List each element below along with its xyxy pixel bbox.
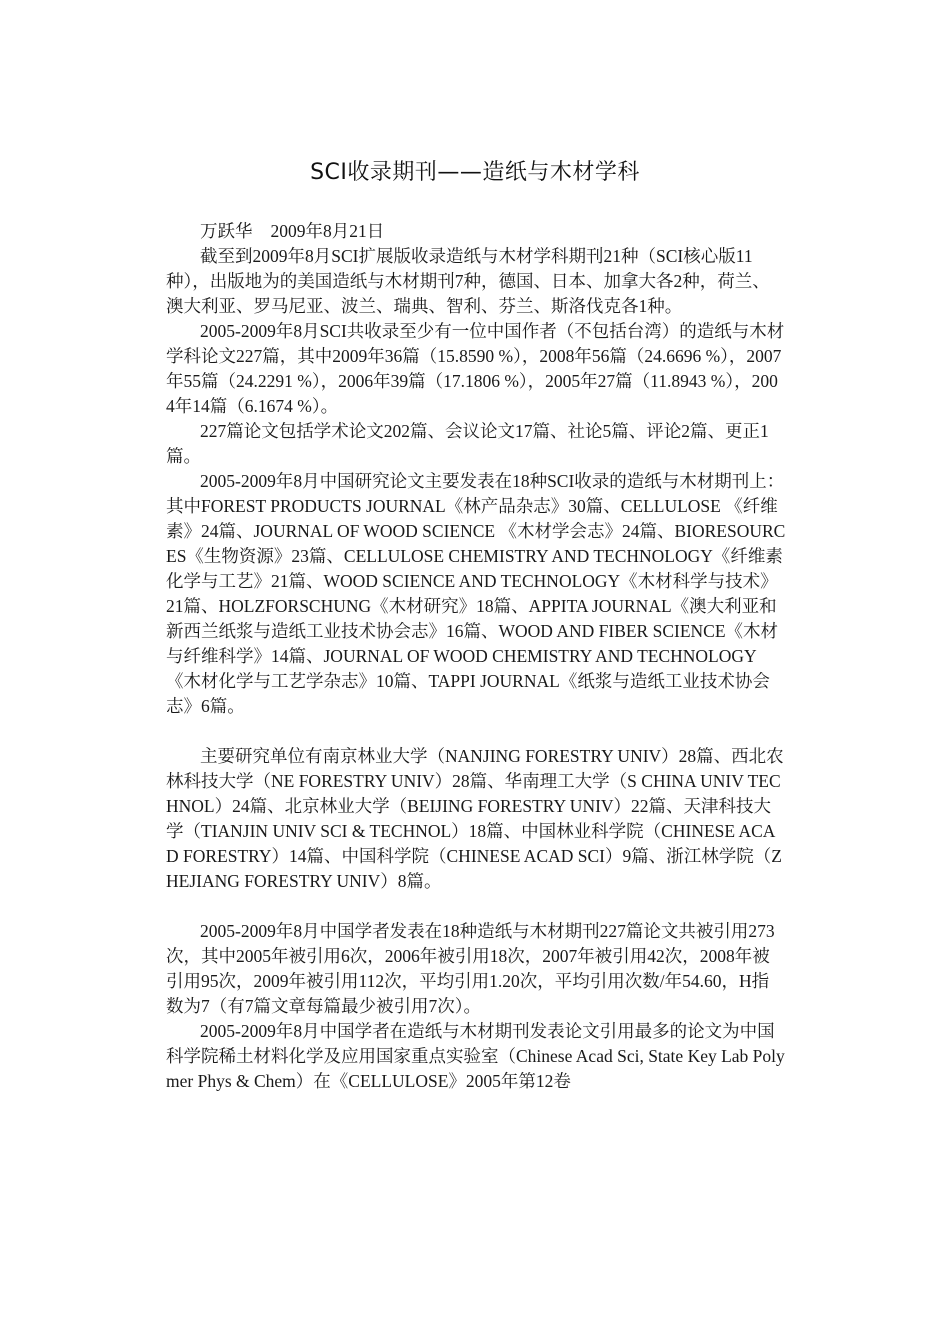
paragraph-citations: 2005-2009年8月中国学者发表在18种造纸与木材期刊227篇论文共被引用273次，其中2005年被引用6次，2006年被引用18次，2007年被引用42次，2008年被引用95次，2009年被引用112次，平均引用1.20次，平均引用次数/年54.60，H指数为7（有7篇文章每篇最少被引用7次）。 — [166, 921, 775, 1016]
paragraph-institutions: 主要研究单位有南京林业大学（NANJING FORESTRY UNIV）28篇、西北农林科技大学（NE FORESTRY UNIV）28篇、华南理工大学（S CHINA UNIV TECHNOL）24篇、北京林业大学（BEIJING FORESTRY UNIV）22篇、天津科技大学（TIANJIN UNIV SCI & TECHNOL）18篇、中国林业科学院（CHINESE ACAD FORESTRY）14篇、中国科学院（CHINESE ACAD SCI）9篇、浙江林学院（ZHEJIANG FORESTRY UNIV）8篇。 — [166, 746, 784, 891]
publish-date: 2009年8月21日 — [270, 221, 385, 241]
paragraph-most-cited: 2005-2009年8月中国学者在造纸与木材期刊发表论文引用最多的论文为中国科学院稀土材料化学及应用国家重点实验室（Chinese Acad Sci, State Key Lab Polymer Phys & Chem）在《CELLULOSE》2005年第12卷 — [166, 1021, 785, 1091]
document-body — [166, 219, 786, 1094]
author: 万跃华 — [200, 221, 253, 241]
paragraph-journal-count: 截至到2009年8月SCI扩展版收录造纸与木材学科期刊21种（SCI核心版11种），出版地为的美国造纸与木材期刊7种，德国、日本、加拿大各2种，荷兰、澳大利亚、罗马尼亚、波兰、瑞典、智利、芬兰、斯洛伐克各1种。 — [166, 246, 770, 316]
paragraph-paper-types: 227篇论文包括学术论文202篇、会议论文17篇、社论5篇、评论2篇、更正1篇。 — [166, 421, 769, 466]
paragraph-journal-distribution: 2005-2009年8月中国研究论文主要发表在18种SCI收录的造纸与木材期刊上：其中FOREST PRODUCTS JOURNAL《林产品杂志》30篇、CELLULOSE 《纤维素》24篇、JOURNAL OF WOOD SCIENCE 《木材学会志》24篇、BIORESOURCES《生物资源》23篇、CELLULOSE CHEMISTRY AND TECHNOLOGY《纤维素化学与工艺》21篇、WOOD SCIENCE AND TECHNOLOGY《木材科学与技术》21篇、HOLZFORSCHUNG《木材研究》18篇、APPITA JOURNAL《澳大利亚和新西兰纸浆与造纸工业技术协会志》16篇、WOOD AND FIBER SCIENCE《木材与纤维科学》14篇、JOURNAL OF WOOD CHEMISTRY AND TECHNOLOGY《木材化学与工艺学杂志》10篇、TAPPI JOURNAL《纸浆与造纸工业技术协会志》6篇。 — [166, 471, 786, 716]
paragraph-spacer — [166, 719, 786, 744]
paragraph-spacer — [166, 894, 786, 919]
byline — [166, 219, 786, 244]
paragraph-paper-count: 2005-2009年8月SCI共收录至少有一位中国作者（不包括台湾）的造纸与木材学科论文227篇，其中2009年36篇（15.8590 %），2008年56篇（24.6696 %），2007年55篇（24.2291 %），2006年39篇（17.1806 %），2005年27篇（11.8943 %），2004年14篇（6.1674 %）。 — [166, 321, 785, 416]
document-title: SCI收录期刊——造纸与木材学科 — [310, 160, 640, 185]
